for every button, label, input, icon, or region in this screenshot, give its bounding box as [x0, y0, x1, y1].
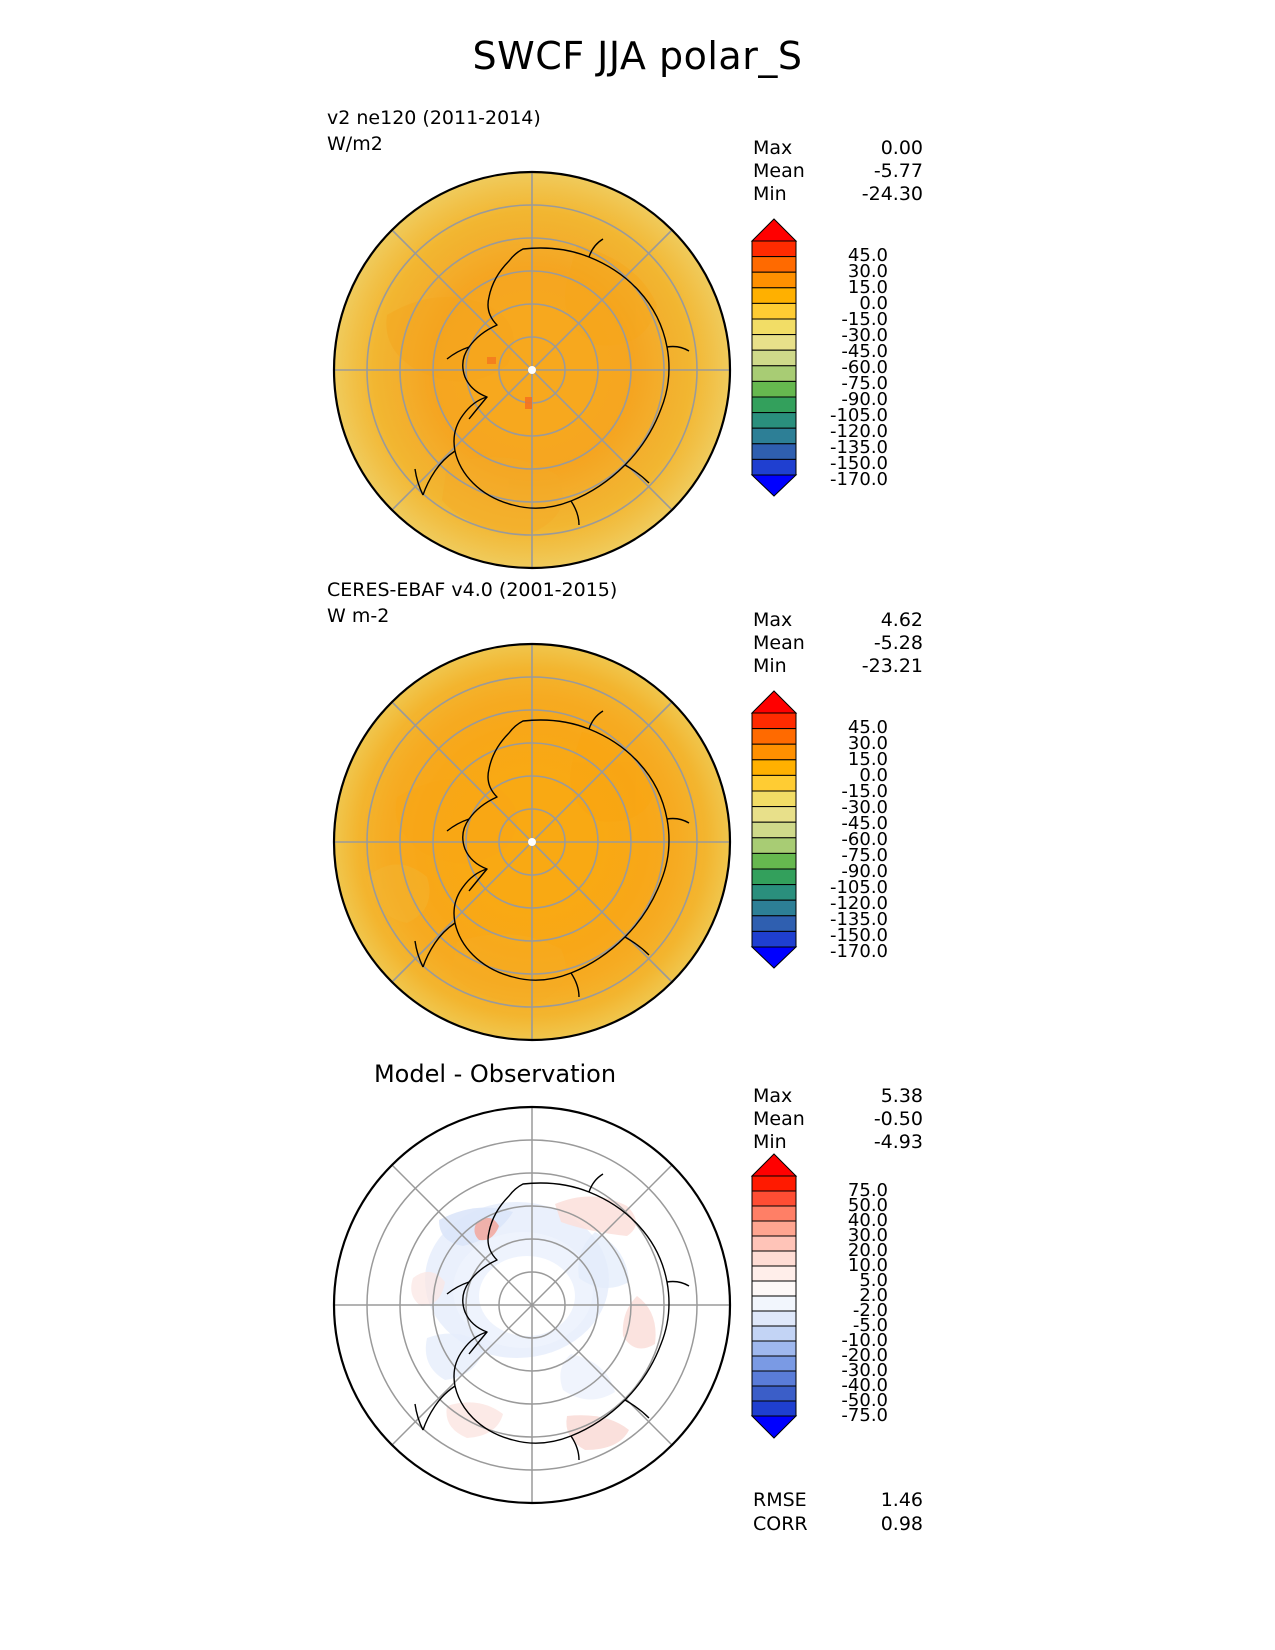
colorbar-tick: 15.0	[847, 749, 888, 770]
colorbar-tick: 45.0	[847, 245, 888, 266]
stat-row	[753, 160, 923, 183]
colorbar-tick: -2.0	[852, 1300, 888, 1321]
panel-observation-units: W m-2	[327, 605, 390, 627]
colorbar-tick: -30.0	[841, 325, 888, 346]
colorbar-tick: 20.0	[847, 1240, 888, 1261]
colorbar-tick: -45.0	[841, 341, 888, 362]
stat-value: -23.21	[861, 655, 923, 677]
stat-label: Min	[753, 183, 787, 205]
stat-row	[753, 609, 923, 632]
colorbar-tick: 0.0	[859, 293, 888, 314]
stat-label: Max	[753, 609, 793, 631]
stat-row	[753, 632, 923, 655]
colorbar-tick: -105.0	[829, 405, 888, 426]
stat-label: RMSE	[753, 1489, 807, 1511]
colorbar-tick: -10.0	[841, 1330, 888, 1351]
colorbar-tick: -90.0	[841, 861, 888, 882]
colorbar-tick: 30.0	[847, 261, 888, 282]
colorbar-tick: 45.0	[847, 717, 888, 738]
colorbar-tick: 5.0	[859, 1270, 888, 1291]
stats-observation	[753, 609, 923, 678]
stat-label: Mean	[753, 160, 805, 182]
colorbar-tick: 75.0	[847, 1180, 888, 1201]
colorbar-tick: -150.0	[829, 453, 888, 474]
colorbar-tick: -20.0	[841, 1345, 888, 1366]
colorbar-tick: -75.0	[841, 1405, 888, 1426]
panel-model-title: v2 ne120 (2011-2014)	[327, 107, 541, 129]
stat-row	[753, 1108, 923, 1131]
stat-row	[753, 137, 923, 160]
stat-label: Min	[753, 1131, 787, 1153]
stat-row	[753, 1085, 923, 1108]
colorbar-tick: -15.0	[841, 781, 888, 802]
colorbar-tick: -135.0	[829, 909, 888, 930]
colorbar-tick: 10.0	[847, 1255, 888, 1276]
colorbar-tick: -15.0	[841, 309, 888, 330]
map-observation	[327, 637, 737, 1047]
stat-label: Mean	[753, 632, 805, 654]
map-difference	[327, 1100, 737, 1510]
stat-label: CORR	[753, 1513, 808, 1535]
colorbar-tick: 15.0	[847, 277, 888, 298]
stat-row	[753, 655, 923, 678]
stat-value: -24.30	[861, 183, 923, 205]
stat-value: 0.00	[880, 137, 923, 159]
colorbar-tick: -60.0	[841, 357, 888, 378]
colorbar-tick: -150.0	[829, 925, 888, 946]
stat-label: Mean	[753, 1108, 805, 1130]
stat-label: Min	[753, 655, 787, 677]
stat-value: 1.46	[880, 1489, 923, 1511]
page-title: SWCF JJA polar_S	[472, 34, 803, 78]
stats-model	[753, 137, 923, 206]
colorbar-tick: -30.0	[841, 797, 888, 818]
stats-difference	[753, 1085, 923, 1154]
colorbar-model	[748, 215, 888, 504]
colorbar-tick: -30.0	[841, 1360, 888, 1381]
stat-value: 0.98	[880, 1513, 923, 1535]
colorbar-difference	[748, 1150, 888, 1446]
stat-value: -5.77	[873, 160, 923, 182]
map-model	[327, 165, 737, 575]
stat-value: -0.50	[873, 1108, 923, 1130]
stat-row	[753, 1488, 923, 1512]
colorbar-tick: 40.0	[847, 1210, 888, 1231]
colorbar-tick: 0.0	[859, 765, 888, 786]
colorbar-tick: 2.0	[859, 1285, 888, 1306]
stat-value: 5.38	[880, 1085, 923, 1107]
colorbar-tick: -135.0	[829, 437, 888, 458]
colorbar-tick: -60.0	[841, 829, 888, 850]
stat-row	[753, 1512, 923, 1536]
panel-difference-title: Model - Observation	[373, 1060, 617, 1088]
colorbar-tick: -120.0	[829, 893, 888, 914]
colorbar-tick: 30.0	[847, 733, 888, 754]
colorbar-observation	[748, 687, 888, 976]
colorbar-tick: 50.0	[847, 1195, 888, 1216]
colorbar-tick: -105.0	[829, 877, 888, 898]
panel-model-units: W/m2	[327, 133, 383, 155]
stat-label: Max	[753, 1085, 793, 1107]
footer-stats	[753, 1488, 923, 1536]
panel-observation-title: CERES-EBAF v4.0 (2001-2015)	[327, 579, 618, 601]
stat-value: -4.93	[873, 1131, 923, 1153]
colorbar-tick: -75.0	[841, 373, 888, 394]
colorbar-tick: 30.0	[847, 1225, 888, 1246]
colorbar-tick: -170.0	[829, 941, 888, 962]
colorbar-tick: -45.0	[841, 813, 888, 834]
stat-row	[753, 183, 923, 206]
stat-value: -5.28	[873, 632, 923, 654]
colorbar-tick: -90.0	[841, 389, 888, 410]
colorbar-tick: -50.0	[841, 1390, 888, 1411]
colorbar-tick: -75.0	[841, 845, 888, 866]
stat-value: 4.62	[880, 609, 923, 631]
stat-label: Max	[753, 137, 793, 159]
colorbar-tick: -5.0	[852, 1315, 888, 1336]
colorbar-tick: -170.0	[829, 469, 888, 490]
colorbar-tick: -40.0	[841, 1375, 888, 1396]
colorbar-tick: -120.0	[829, 421, 888, 442]
